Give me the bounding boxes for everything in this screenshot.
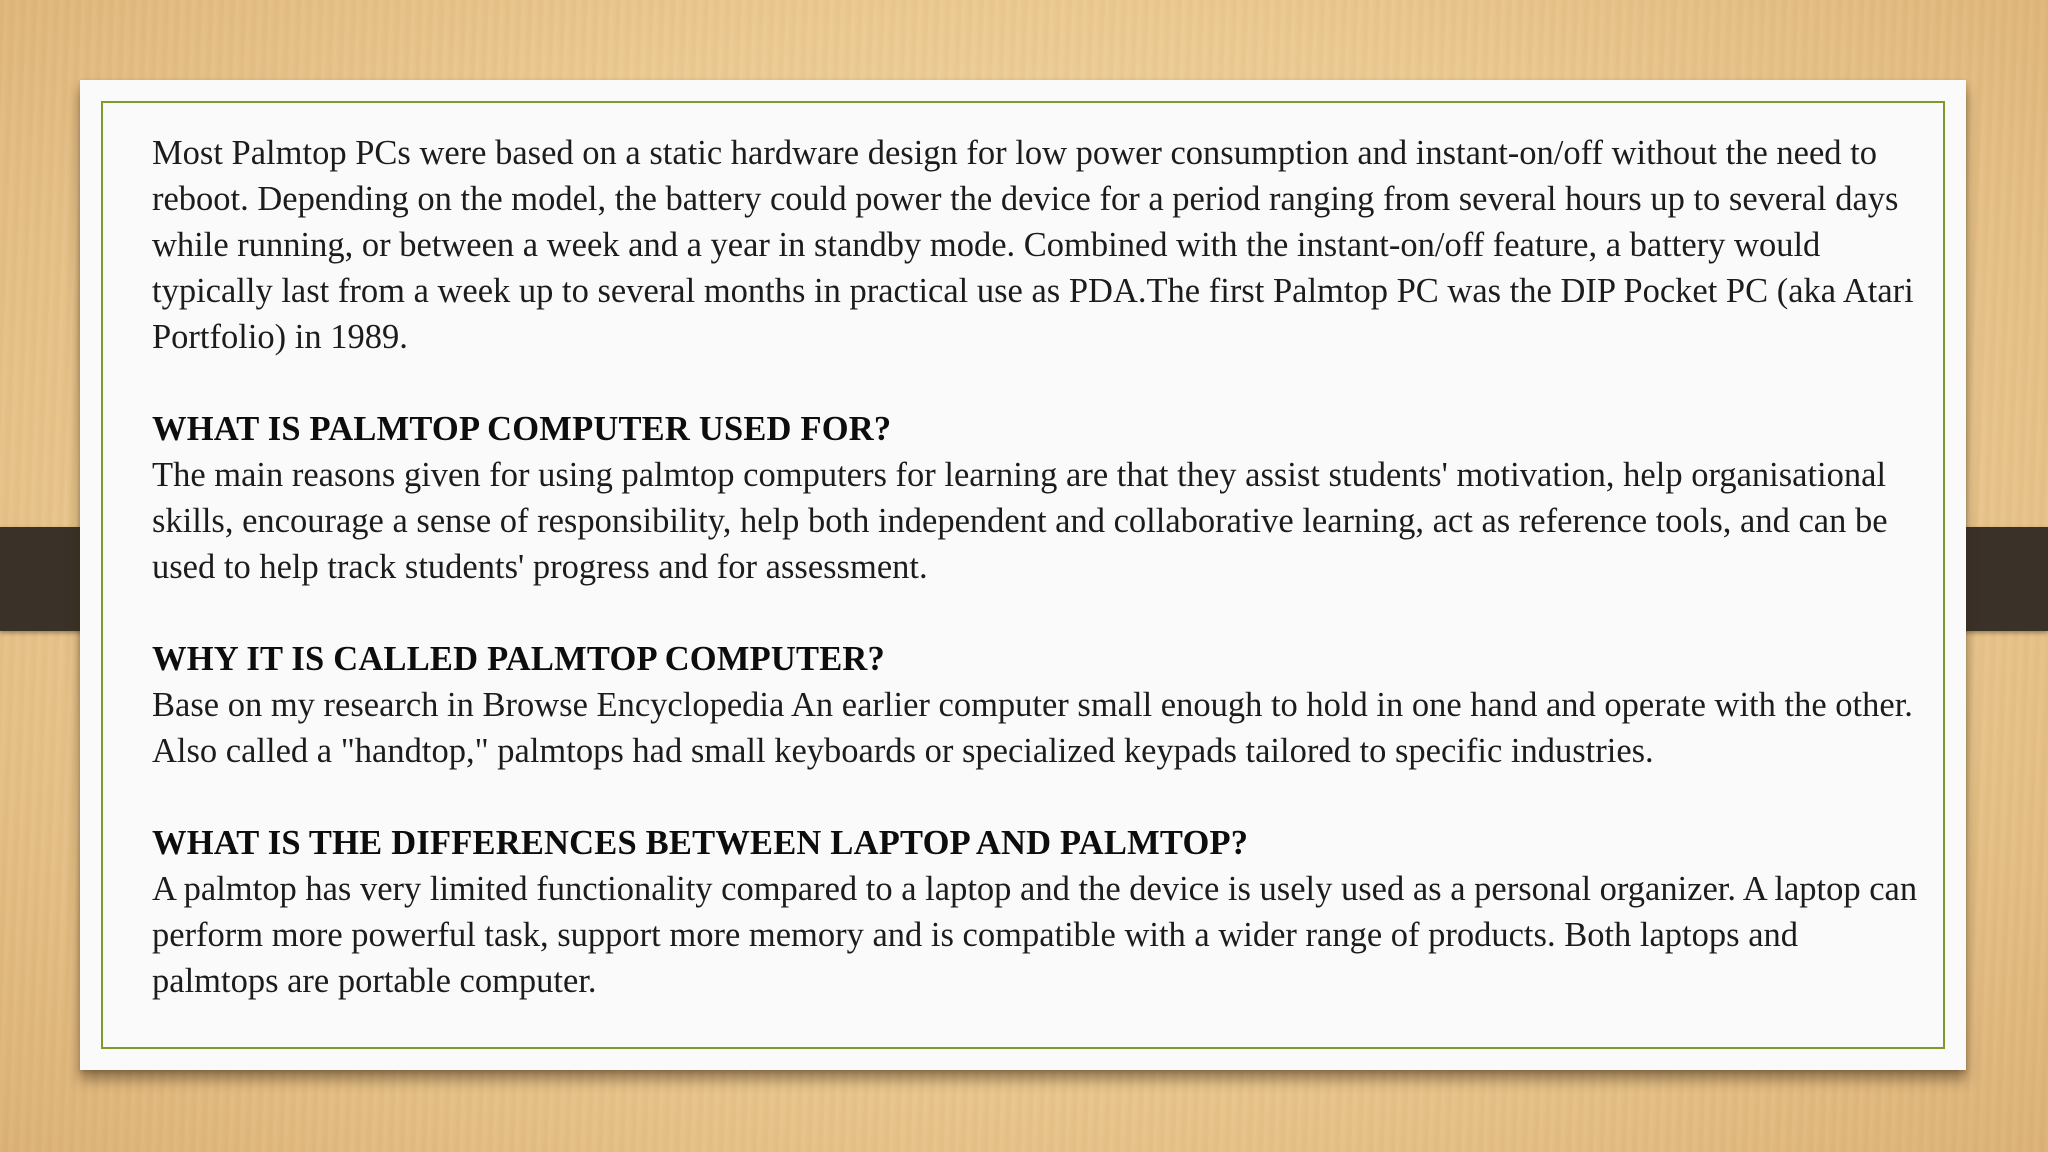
section-body-why-called: Base on my research in Browse Encyclopedia An earlier computer small enough to hold in one hand and operate with the other. Also called a "handtop," palmtops had small keyboards or specialized keypads tailored to specific industries. (152, 686, 1913, 770)
slide-text-content (152, 130, 1932, 1004)
section-body-differences: A palmtop has very limited functionality compared to a laptop and the device is usely used as a personal organizer. A laptop can perform more powerful task, support more memory and is compatible with a wider range of products. Both laptops and palmtops are portable computer. (152, 870, 1918, 1000)
section-body-used-for: The main reasons given for using palmtop computers for learning are that they assist students' motivation, help organisational skills, encourage a sense of responsibility, help both independent and collaborative learning, act as reference tools, and can be used to help track students' progress and for assessment. (152, 456, 1888, 586)
intro-paragraph: Most Palmtop PCs were based on a static hardware design for low power consumption and instant-on/off without the need to reboot. Depending on the model, the battery could power the device for a period ranging from several hours up to several days while running, or between a week and a year in standby mode. Combined with the instant-on/off feature, a battery would typically last from a week up to several months in practical use as PDA.The first Palmtop PC was the DIP Pocket PC (aka Atari Portfolio) in 1989. (152, 134, 1914, 356)
section-heading-used-for: WHAT IS PALMTOP COMPUTER USED FOR? (152, 410, 892, 448)
slide-card (80, 80, 1966, 1070)
section-heading-differences: WHAT IS THE DIFFERENCES BETWEEN LAPTOP AND PALMTOP? (152, 824, 1249, 862)
section-heading-why-called: WHY IT IS CALLED PALMTOP COMPUTER? (152, 640, 885, 678)
